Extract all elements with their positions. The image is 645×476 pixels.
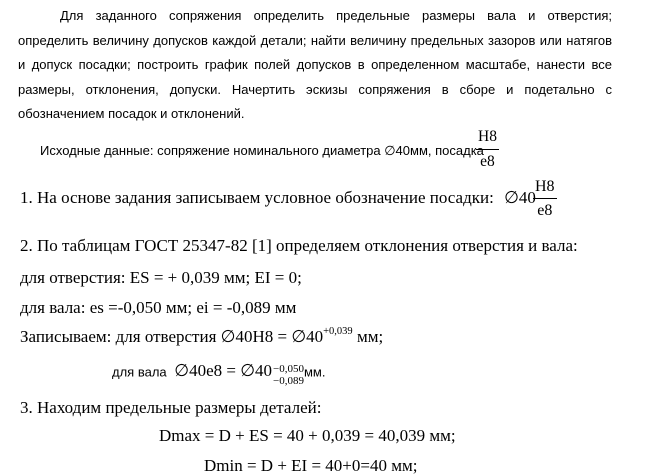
source-data-text: Исходные данные: сопряжение номинального диаметра ∅40мм, посадка [40, 143, 484, 158]
step-1-text: 1. На основе задания записываем условное обозначение посадки: [20, 188, 494, 207]
shaft-lower-deviation: −0,089 [273, 375, 304, 387]
step-1-fit-numerator: H8 [535, 178, 555, 195]
source-data [40, 143, 484, 159]
step-3-heading: 3. Находим предельные размеры деталей: [20, 398, 322, 417]
hole-deviations: для отверстия: ES = + 0,039 мм; EI = 0; [20, 268, 302, 287]
source-fit-fraction [476, 129, 499, 169]
step-1 [20, 188, 536, 208]
step-1-fit-fraction [533, 179, 557, 219]
shaft-record-expression: ∅40e8 = ∅40 [174, 361, 273, 381]
shaft-deviation-stack [273, 363, 304, 387]
shaft-record-prefix: для вала [112, 364, 167, 380]
task-description [18, 4, 612, 127]
step-2-heading: 2. По таблицам ГОСТ 25347-82 [1] определяем отклонения отверстия и вала: [20, 236, 578, 255]
step-1-fit-denominator: e8 [537, 202, 553, 219]
hole-upper-deviation: +0,039 [323, 326, 353, 337]
hole-record [20, 327, 383, 350]
dmin-formula: Dmin = D + EI = 40+0=40 мм; [204, 456, 418, 475]
shaft-record [112, 361, 325, 385]
task-paragraph: Для заданного сопряжения определить предельные размеры вала и отверстия; определить величину допусков каждой детали; найти величину предельных зазоров или натягов и допуск посадки; построить график полей допусков в определенном масштабе, нанести все размеры, отклонения, допуски. Начертить эскизы сопряжения в сборе и подетально с обозначением посадок и отклонений. [18, 8, 612, 122]
dmax-formula: Dmax = D + ES = 40 + 0,039 = 40,039 мм; [159, 426, 456, 445]
shaft-upper-deviation: −0,050 [273, 363, 304, 375]
step-1-diameter: ∅40 [504, 188, 536, 207]
source-fit-denominator: e8 [480, 152, 495, 170]
shaft-record-unit: мм. [303, 364, 326, 380]
hole-record-unit: мм; [356, 327, 384, 346]
hole-record-expression: ∅40H8 = ∅40 [220, 327, 324, 346]
shaft-deviations: для вала: es =-0,050 мм; ei = -0,089 мм [20, 298, 297, 317]
source-fit-numerator: H8 [478, 128, 497, 145]
hole-record-prefix: Записываем: для отверстия [20, 327, 217, 346]
